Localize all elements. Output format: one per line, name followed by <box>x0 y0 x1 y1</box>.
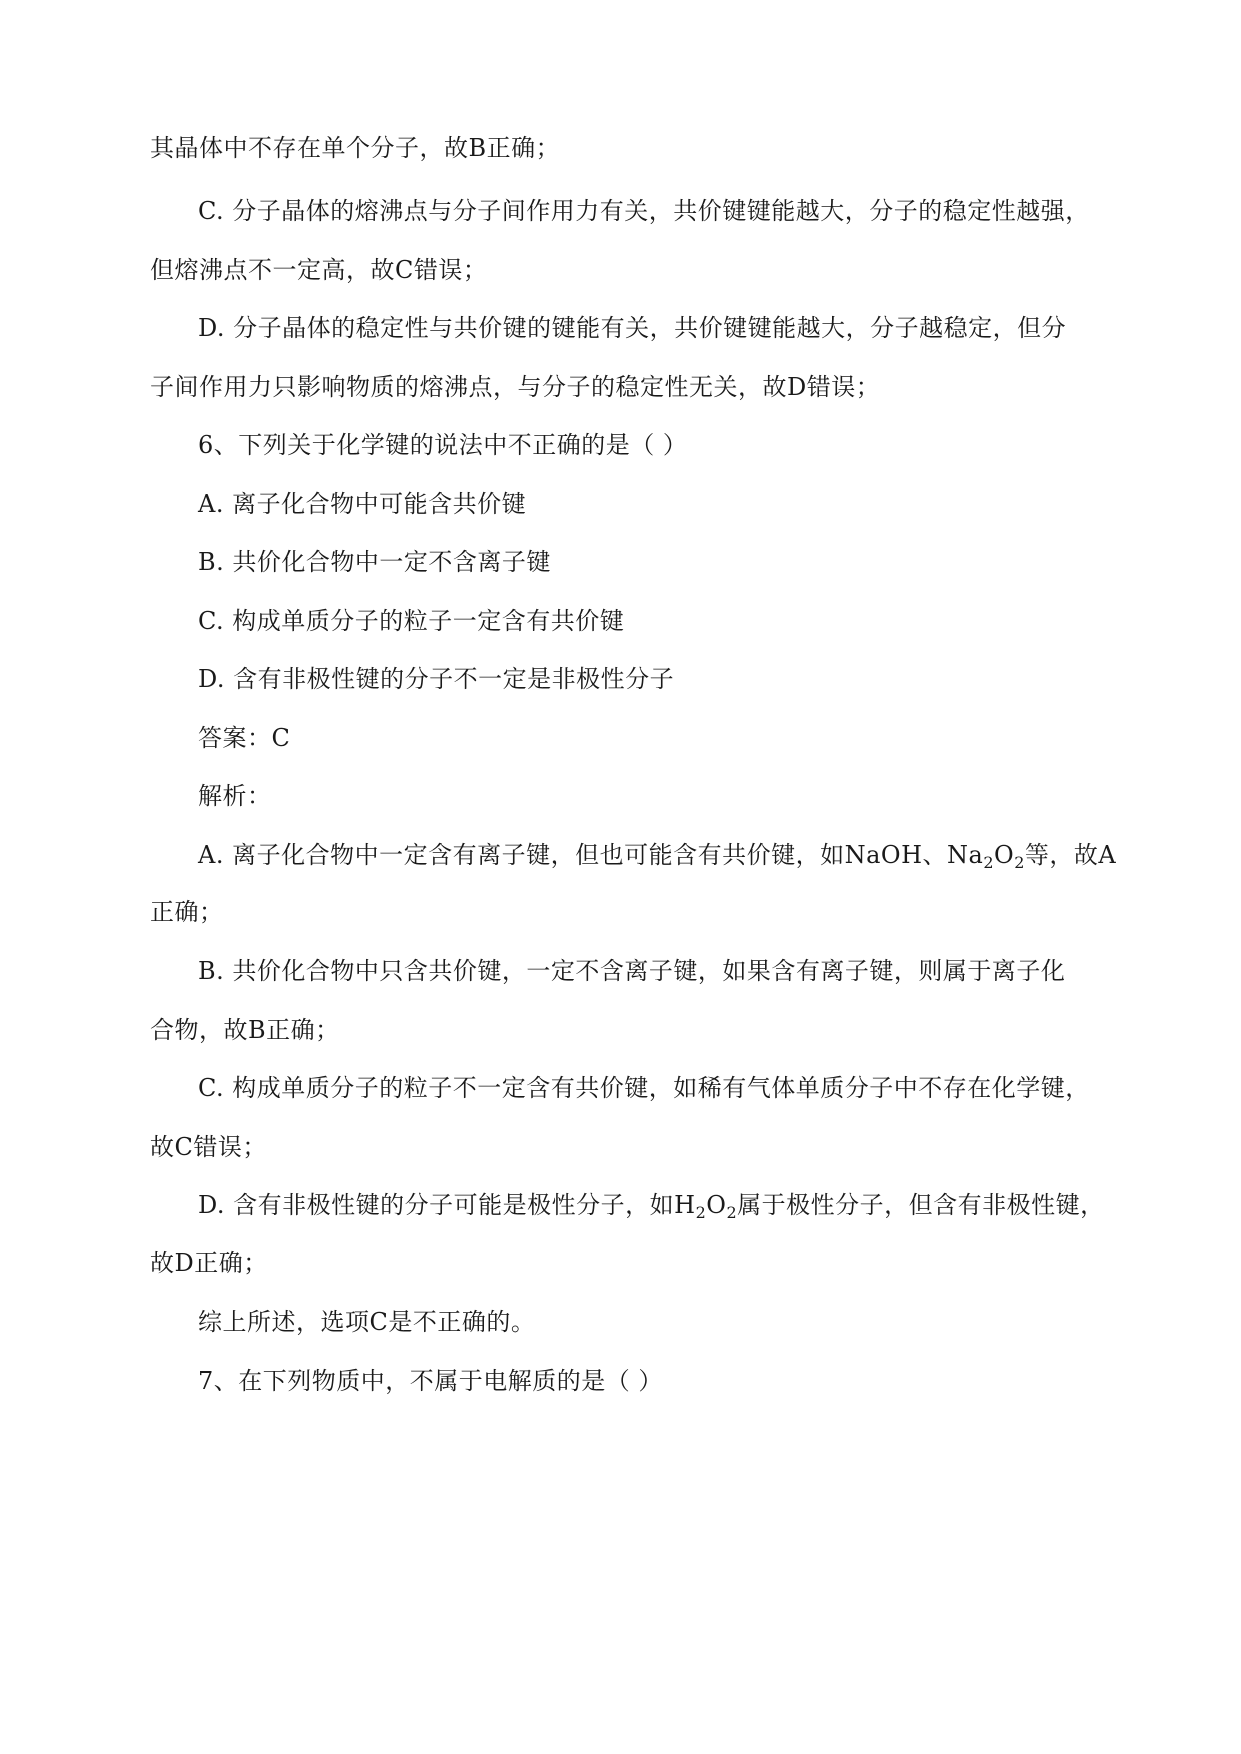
analysis-a-prefix: A. 离子化合物中一定含有离子键，但也可能含有共价键，如NaOH、Na <box>198 841 984 869</box>
formula-part: O <box>706 1191 727 1219</box>
text-line-4: D. 分子晶体的稳定性与共价键的键能有关，共价键键能越大，分子越稳定，但分 <box>198 314 1067 342</box>
analysis-a-suffix: 等，故A <box>1024 841 1117 869</box>
option-a: A. 离子化合物中可能含共价键 <box>198 490 527 518</box>
analysis-d <box>198 1190 1105 1220</box>
question-6: 6、下列关于化学键的说法中不正确的是（ ） <box>198 431 688 459</box>
option-b: B. 共价化合物中一定不含离子键 <box>198 548 551 576</box>
subscript: 2 <box>695 1203 707 1222</box>
question-7: 7、在下列物质中，不属于电解质的是（ ） <box>198 1367 663 1395</box>
analysis-b-cont: 合物，故B正确； <box>150 1016 340 1044</box>
formula-part: O <box>994 841 1015 869</box>
answer: 答案：C <box>198 724 291 752</box>
analysis-a-cont: 正确； <box>150 898 224 926</box>
summary: 综上所述，选项C是不正确的。 <box>198 1308 536 1336</box>
analysis-c: C. 构成单质分子的粒子不一定含有共价键，如稀有气体单质分子中不存在化学键， <box>198 1074 1090 1102</box>
text-line-2: C. 分子晶体的熔沸点与分子间作用力有关，共价键键能越大，分子的稳定性越强， <box>198 197 1090 225</box>
analysis-d-prefix: D. 含有非极性键的分子可能是极性分子，如H <box>198 1191 696 1219</box>
analysis-a <box>198 840 1116 870</box>
option-d: D. 含有非极性键的分子不一定是非极性分子 <box>198 665 675 693</box>
subscript: 2 <box>1014 853 1025 872</box>
text-line-5: 子间作用力只影响物质的熔沸点，与分子的稳定性无关，故D错误； <box>150 373 881 401</box>
text-line-1: 其晶体中不存在单个分子，故B正确； <box>150 134 561 162</box>
analysis-c-cont: 故C错误； <box>150 1133 267 1161</box>
text-line-3: 但熔沸点不一定高，故C错误； <box>150 256 488 284</box>
subscript: 2 <box>983 853 994 872</box>
analysis-b: B. 共价化合物中只含共价键，一定不含离子键，如果含有离子键，则属于离子化 <box>198 957 1066 985</box>
option-c: C. 构成单质分子的粒子一定含有共价键 <box>198 607 625 635</box>
analysis-d-suffix: 属于极性分子，但含有非极性键， <box>737 1191 1105 1219</box>
analysis-heading: 解析： <box>198 782 272 810</box>
analysis-d-cont: 故D正确； <box>150 1249 268 1277</box>
subscript: 2 <box>726 1203 738 1222</box>
